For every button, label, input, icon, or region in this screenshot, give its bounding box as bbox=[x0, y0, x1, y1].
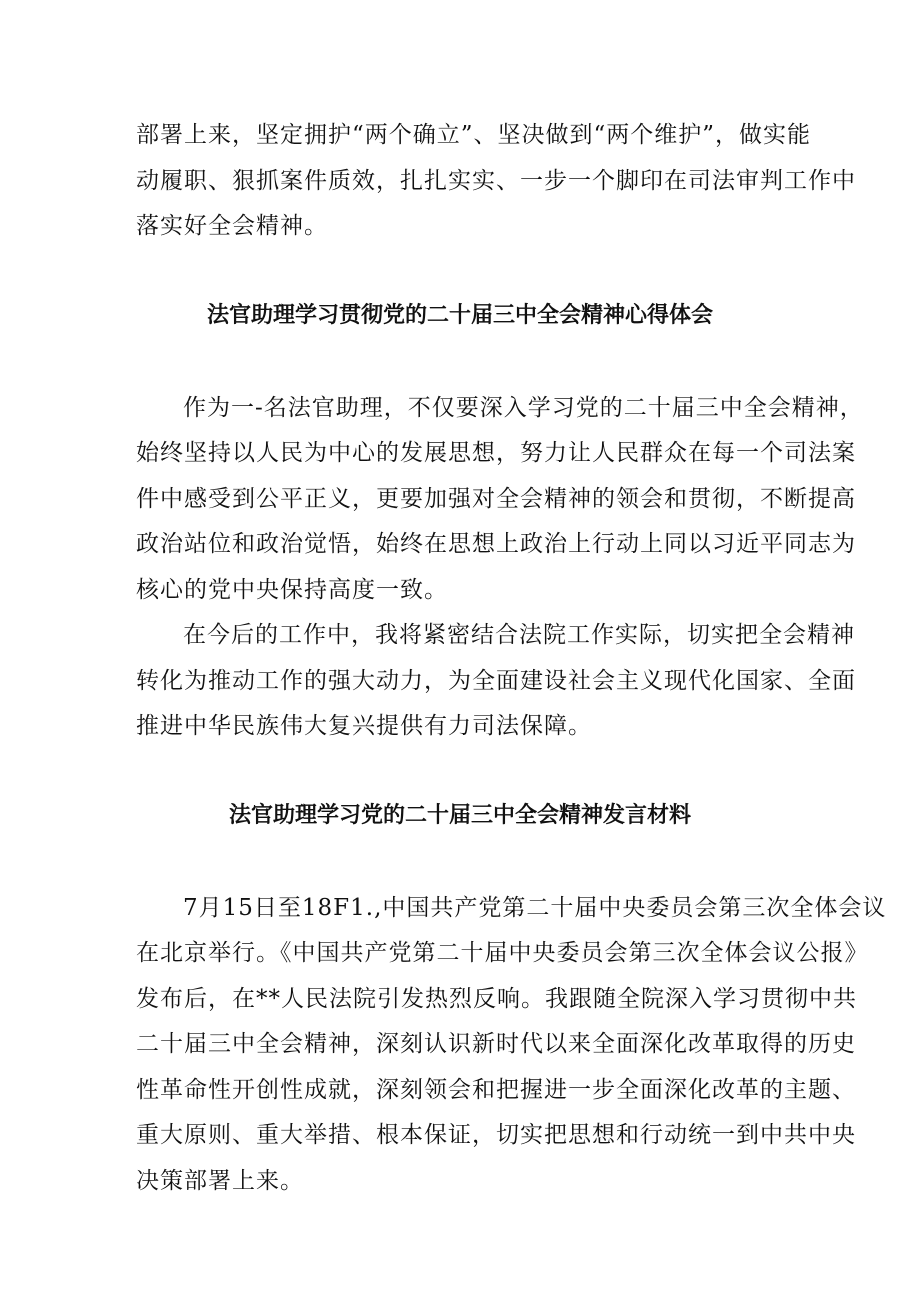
paragraph-line: 始终坚持以人民为中心的发展思想，努力让人民群众在每一个司法案 bbox=[136, 440, 856, 466]
paragraph-line: 件中感受到公平正义，更要加强对全会精神的领会和贯彻，不断提高 bbox=[136, 486, 856, 512]
intro-line: 落实好全会精神。 bbox=[136, 213, 328, 239]
intro-line: 动履职、狠抓案件质效，扎扎实实、一步一个脚印在司法审判工作中 bbox=[136, 168, 856, 194]
section2-title: 法官助理学习党的二十届三中全会精神发言材料 bbox=[228, 803, 691, 828]
paragraph-line: 在今后的工作中，我将紧密结合法院工作实际，切实把全会精神 bbox=[183, 622, 855, 648]
paragraph-line: 性革命性开创性成就，深刻领会和把握进一步全面深化改革的主题、 bbox=[136, 1077, 856, 1103]
section1-title: 法官助理学习贯彻党的二十届三中全会精神心得体会 bbox=[206, 303, 713, 328]
paragraph-line: 作为一-名法官助理，不仅要深入学习党的二十届三中全会精神， bbox=[183, 395, 864, 421]
paragraph-line: 政治站位和政治觉悟，始终在思想上政治上行动上同以习近平同志为 bbox=[136, 531, 856, 557]
paragraph-line: 重大原则、重大举措、根本保证，切实把思想和行动统一到中共中央 bbox=[136, 1122, 856, 1148]
paragraph-line: 推进中华民族伟大复兴提供有力司法保障。 bbox=[136, 713, 592, 739]
paragraph-line: 二十届三中全会精神，深刻认识新时代以来全面深化改革取得的历史 bbox=[136, 1031, 856, 1057]
paragraph-line: 7月15日至18F1.,中国共产党第二十届中央委员会第三次全体会议 bbox=[183, 895, 887, 921]
paragraph-line: 决策部署上来。 bbox=[136, 1168, 304, 1194]
paragraph-line: 在北京举行。《中国共产党第二十届中央委员会第三次全体会议公报》 bbox=[136, 940, 869, 966]
paragraph-line: 发布后，在**人民法院引发热烈反响。我跟随全院深入学习贯彻中共 bbox=[136, 986, 857, 1012]
paragraph-line: 转化为推动工作的强大动力，为全面建设社会主义现代化国家、全面 bbox=[136, 668, 856, 694]
paragraph-line: 核心的党中央保持高度一致。 bbox=[136, 577, 448, 603]
intro-line: 部署上来，坚定拥护“两个确立”、坚决做到“两个维护”，做实能 bbox=[136, 122, 812, 148]
